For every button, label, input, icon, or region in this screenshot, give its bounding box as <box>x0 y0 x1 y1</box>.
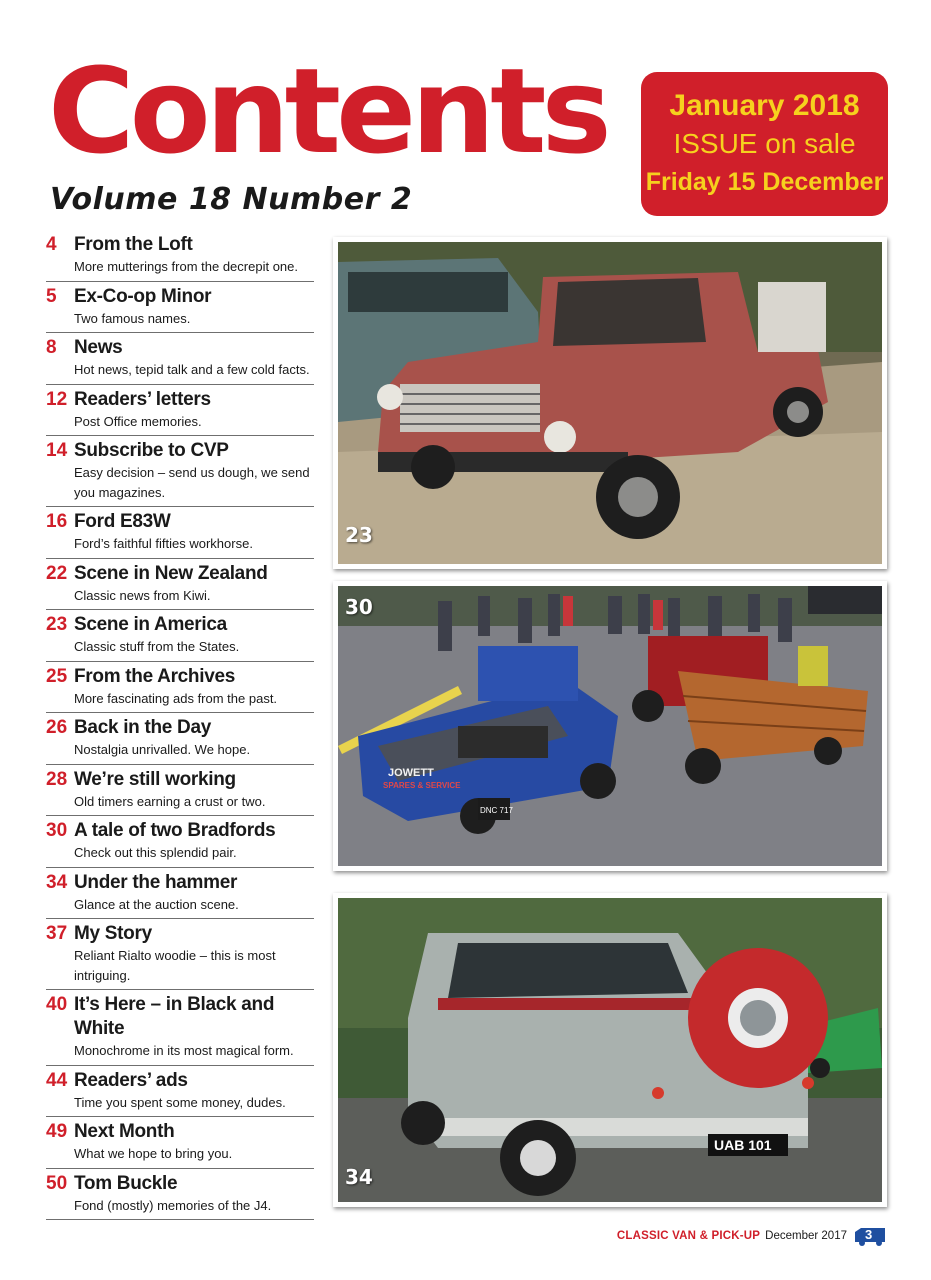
toc-description: Time you spent some money, dudes. <box>74 1094 286 1110</box>
toc-entry <box>46 610 314 662</box>
photo-red-pickup <box>333 237 887 569</box>
photo-grey-pickup <box>333 893 887 1207</box>
toc-page-number: 14 <box>46 440 68 461</box>
toc-title: Subscribe to CVP <box>74 440 229 461</box>
toc-page-number: 40 <box>46 994 68 1015</box>
toc-title: Tom Buckle <box>74 1172 178 1194</box>
toc-page-number: 26 <box>46 717 68 738</box>
toc-entry-body <box>74 1172 314 1216</box>
toc-entry-body <box>74 233 314 277</box>
toc-title: Scene in New Zealand <box>74 562 268 584</box>
toc-entry-body <box>74 993 314 1061</box>
page-number: 3 <box>865 1227 873 1242</box>
page-title: Contents <box>48 42 607 180</box>
toc-entry <box>46 816 314 868</box>
toc-entry-body <box>74 1120 314 1164</box>
toc-title: Readers’ ads <box>74 1069 188 1091</box>
toc-entry <box>46 436 314 507</box>
issue-date: December 2017 <box>765 1230 847 1242</box>
toc-page-number: 30 <box>46 820 68 841</box>
toc-title: Ford E83W <box>74 511 171 532</box>
toc-description: Post Office memories. <box>74 413 202 429</box>
toc-entry-body <box>74 336 314 380</box>
toc-title: It’s Here – in Black and White <box>74 994 275 1039</box>
toc-description: Check out this splendid pair. <box>74 845 237 860</box>
toc-description: Glance at the auction scene. <box>74 896 239 912</box>
toc-page-number: 44 <box>46 1069 68 1091</box>
toc-title: My Story <box>74 923 152 944</box>
toc-page-number: 50 <box>46 1172 68 1194</box>
jowett-plate: DNC 717 <box>480 806 513 815</box>
photo-page-number: 30 <box>345 595 373 619</box>
toc-entry-body <box>74 613 314 657</box>
toc-page-number: 12 <box>46 388 68 410</box>
toc-description: Easy decision – send us dough, we send you magazines. <box>74 465 310 500</box>
photo-page-number: 34 <box>345 1165 373 1189</box>
toc-entry-body <box>74 871 314 915</box>
toc-description: Hot news, tepid talk and a few cold facts. <box>74 362 310 377</box>
toc-entry <box>46 919 314 990</box>
toc-page-number: 34 <box>46 871 68 893</box>
toc-description: More mutterings from the decrepit one. <box>74 259 298 274</box>
photo-red-pickup-image <box>338 242 882 564</box>
toc-title: Back in the Day <box>74 717 211 738</box>
toc-entry <box>46 1169 314 1221</box>
toc-description: Two famous names. <box>74 310 191 326</box>
table-of-contents <box>46 230 314 1220</box>
toc-description: Old timers earning a crust or two. <box>74 793 266 809</box>
toc-title: News <box>74 337 123 358</box>
jowett-sign: JOWETT <box>388 767 434 779</box>
toc-entry <box>46 662 314 714</box>
toc-entry <box>46 507 314 559</box>
magazine-name: CLASSIC VAN & PICK-UP <box>616 1230 761 1242</box>
toc-page-number: 37 <box>46 923 68 944</box>
toc-entry-body <box>74 665 314 709</box>
toc-entry <box>46 230 314 282</box>
toc-entry <box>46 868 314 920</box>
toc-page-number: 8 <box>46 337 57 358</box>
toc-description: Classic news from Kiwi. <box>74 587 211 603</box>
toc-title: We’re still working <box>74 768 236 790</box>
toc-description: What we hope to bring you. <box>74 1146 233 1161</box>
toc-entry <box>46 1117 314 1169</box>
toc-description: Fond (mostly) memories of the J4. <box>74 1197 272 1213</box>
toc-page-number: 5 <box>46 285 57 307</box>
toc-entry-body <box>74 922 314 985</box>
volume-number: Volume 18 Number 2 <box>50 182 413 217</box>
toc-entry <box>46 1066 314 1118</box>
page-footer <box>617 1226 887 1246</box>
toc-entry-body <box>74 562 314 606</box>
toc-entry-body <box>74 1069 314 1113</box>
toc-title: Readers’ letters <box>74 388 211 410</box>
photo-grey-pickup-image <box>338 898 882 1202</box>
toc-title: From the Archives <box>74 665 236 687</box>
jowett-sign-sub: SPARES & SERVICE <box>383 781 461 790</box>
toc-entry <box>46 713 314 765</box>
toc-entry-body <box>74 285 314 329</box>
toc-description: More fascinating ads from the past. <box>74 690 278 706</box>
toc-title: A tale of two Bradfords <box>74 820 276 841</box>
toc-page-number: 4 <box>46 234 57 255</box>
toc-title: Next Month <box>74 1121 175 1142</box>
toc-description: Nostalgia unrivalled. We hope. <box>74 742 251 757</box>
toc-entry-body <box>74 388 314 432</box>
issue-sale-date: Friday 15 December <box>645 168 884 196</box>
toc-title: From the Loft <box>74 234 193 255</box>
photo-two-bradfords-image <box>338 586 882 866</box>
issue-sale-banner <box>641 72 888 216</box>
toc-entry <box>46 990 314 1066</box>
toc-description: Reliant Rialto woodie – this is most intriguing. <box>74 948 276 983</box>
toc-entry <box>46 385 314 437</box>
toc-entry <box>46 333 314 385</box>
toc-entry <box>46 765 314 817</box>
toc-description: Monochrome in its most magical form. <box>74 1043 294 1058</box>
toc-page-number: 23 <box>46 614 68 635</box>
toc-entry-body <box>74 768 314 812</box>
issue-on-sale: ISSUE on sale <box>673 128 856 159</box>
toc-title: Under the hammer <box>74 871 238 893</box>
toc-title: Ex-Co-op Minor <box>74 285 212 307</box>
photo-two-bradfords <box>333 581 887 871</box>
photo-page-number: 23 <box>345 523 373 547</box>
toc-page-number: 28 <box>46 768 68 790</box>
toc-entry <box>46 559 314 611</box>
toc-entry-body <box>74 510 314 554</box>
toc-entry-body <box>74 716 314 760</box>
toc-entry-body <box>74 439 314 502</box>
toc-description: Classic stuff from the States. <box>74 639 240 654</box>
toc-title: Scene in America <box>74 614 227 635</box>
toc-entry <box>46 282 314 334</box>
toc-entry-body <box>74 819 314 863</box>
toc-page-number: 25 <box>46 665 68 687</box>
austin-plate: UAB 101 <box>714 1137 772 1153</box>
toc-page-number: 49 <box>46 1121 68 1142</box>
toc-description: Ford’s faithful fifties workhorse. <box>74 536 253 551</box>
issue-month: January 2018 <box>669 89 860 122</box>
toc-page-number: 16 <box>46 511 68 532</box>
toc-page-number: 22 <box>46 562 68 584</box>
page-number-badge <box>853 1226 887 1246</box>
